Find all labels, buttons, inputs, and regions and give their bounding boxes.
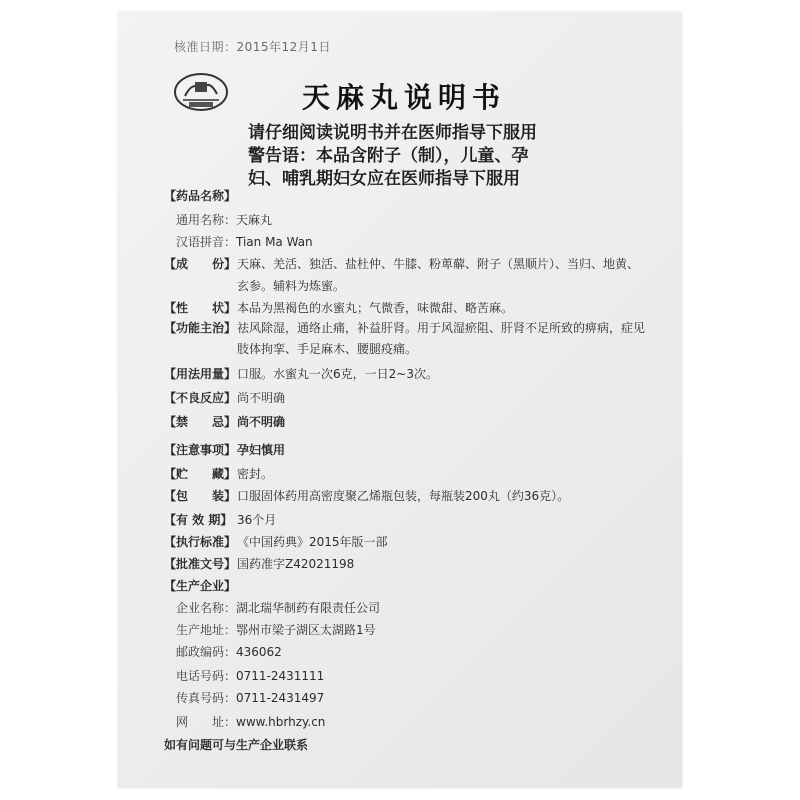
field-value: www.hbrhzy.cn [236, 715, 326, 729]
section-label: 【用法用量】 [164, 367, 237, 381]
leaflet-sheet [118, 12, 682, 788]
field-value: 天麻丸 [236, 213, 273, 227]
section-value: 密封。 [237, 467, 274, 481]
document-title: 天麻丸说明书 [301, 81, 506, 114]
field-label: 传真号码： [176, 691, 237, 705]
section-label: 【药品名称】 [164, 189, 237, 203]
warning-line: 警告语：本品含附子（制），儿童、孕 [248, 146, 529, 166]
section-value: 国药准字Z42021198 [237, 557, 355, 571]
section-label: 【禁 忌】 [164, 415, 237, 429]
section-value: 尚不明确 [237, 415, 286, 429]
field-value: 436062 [236, 645, 282, 659]
field-label: 通用名称： [176, 213, 237, 227]
field-label: 邮政编码： [176, 645, 237, 659]
value-line: 肢体拘挛、手足麻木、腰腿疫痛。 [237, 342, 418, 356]
field-value: 鄂州市梁子湖区太湖路1号 [236, 623, 376, 637]
warning-line: 妇、哺乳期妇女应在医师指导下服用 [248, 169, 520, 189]
field-label: 生产地址： [176, 623, 237, 637]
field-label: 电话号码： [176, 669, 237, 683]
field-value: 0711-2431497 [236, 691, 325, 705]
section-value: 36个月 [237, 513, 277, 527]
section-value: 口服固体药用高密度聚乙烯瓶包装，每瓶装200丸（约36克）。 [237, 489, 570, 503]
section-label: 【注意事项】 [164, 443, 237, 457]
section-label: 【性 状】 [164, 301, 237, 315]
field-value: Tian Ma Wan [236, 235, 313, 249]
approval-date: 核准日期：2015年12月1日 [174, 40, 331, 54]
section-value: 尚不明确 [237, 391, 286, 405]
value-line: 天麻、羌活、独活、盐杜仲、牛膝、粉萆薢、附子（黑顺片）、当归、地黄、 [237, 257, 640, 271]
section-value: 本品为黑褐色的水蜜丸；气微香，味微甜、略苦麻。 [237, 301, 514, 315]
section-label: 【包 装】 [164, 489, 237, 503]
field-value: 湖北瑞华制药有限责任公司 [236, 601, 381, 615]
value-line: 玄参。辅料为炼蜜。 [237, 279, 346, 293]
field-label: 网 址： [176, 715, 237, 729]
usage-notice [248, 122, 537, 191]
section-label: 【执行标准】 [164, 535, 237, 549]
value-line: 祛风除湿，通络止痛，补益肝肾。用于风湿瘀阻、肝肾不足所致的痹病，症见 [237, 321, 646, 335]
section-label: 【有 效 期】 [164, 513, 233, 527]
section-value: 《中国药典》2015年版一部 [237, 535, 388, 549]
section-label: 【成 份】 [164, 257, 237, 271]
notice-line: 请仔细阅读说明书并在医师指导下服用 [248, 123, 537, 143]
section-value: 口服。水蜜丸一次6克，一日2~3次。 [237, 367, 438, 381]
field-label: 汉语拼音： [176, 235, 237, 249]
section-value [237, 320, 657, 357]
field-label: 企业名称： [176, 601, 237, 615]
section-value [237, 256, 657, 294]
section-label: 【贮 藏】 [164, 467, 237, 481]
section-label: 【生产企业】 [164, 579, 237, 593]
field-value: 0711-2431111 [236, 669, 325, 683]
contact-note: 如有问题可与生产企业联系 [164, 738, 309, 752]
section-value: 孕妇慎用 [237, 443, 286, 457]
section-label: 【批准文号】 [164, 557, 237, 571]
section-label: 【不良反应】 [164, 391, 237, 405]
section-label: 【功能主治】 [164, 321, 237, 335]
